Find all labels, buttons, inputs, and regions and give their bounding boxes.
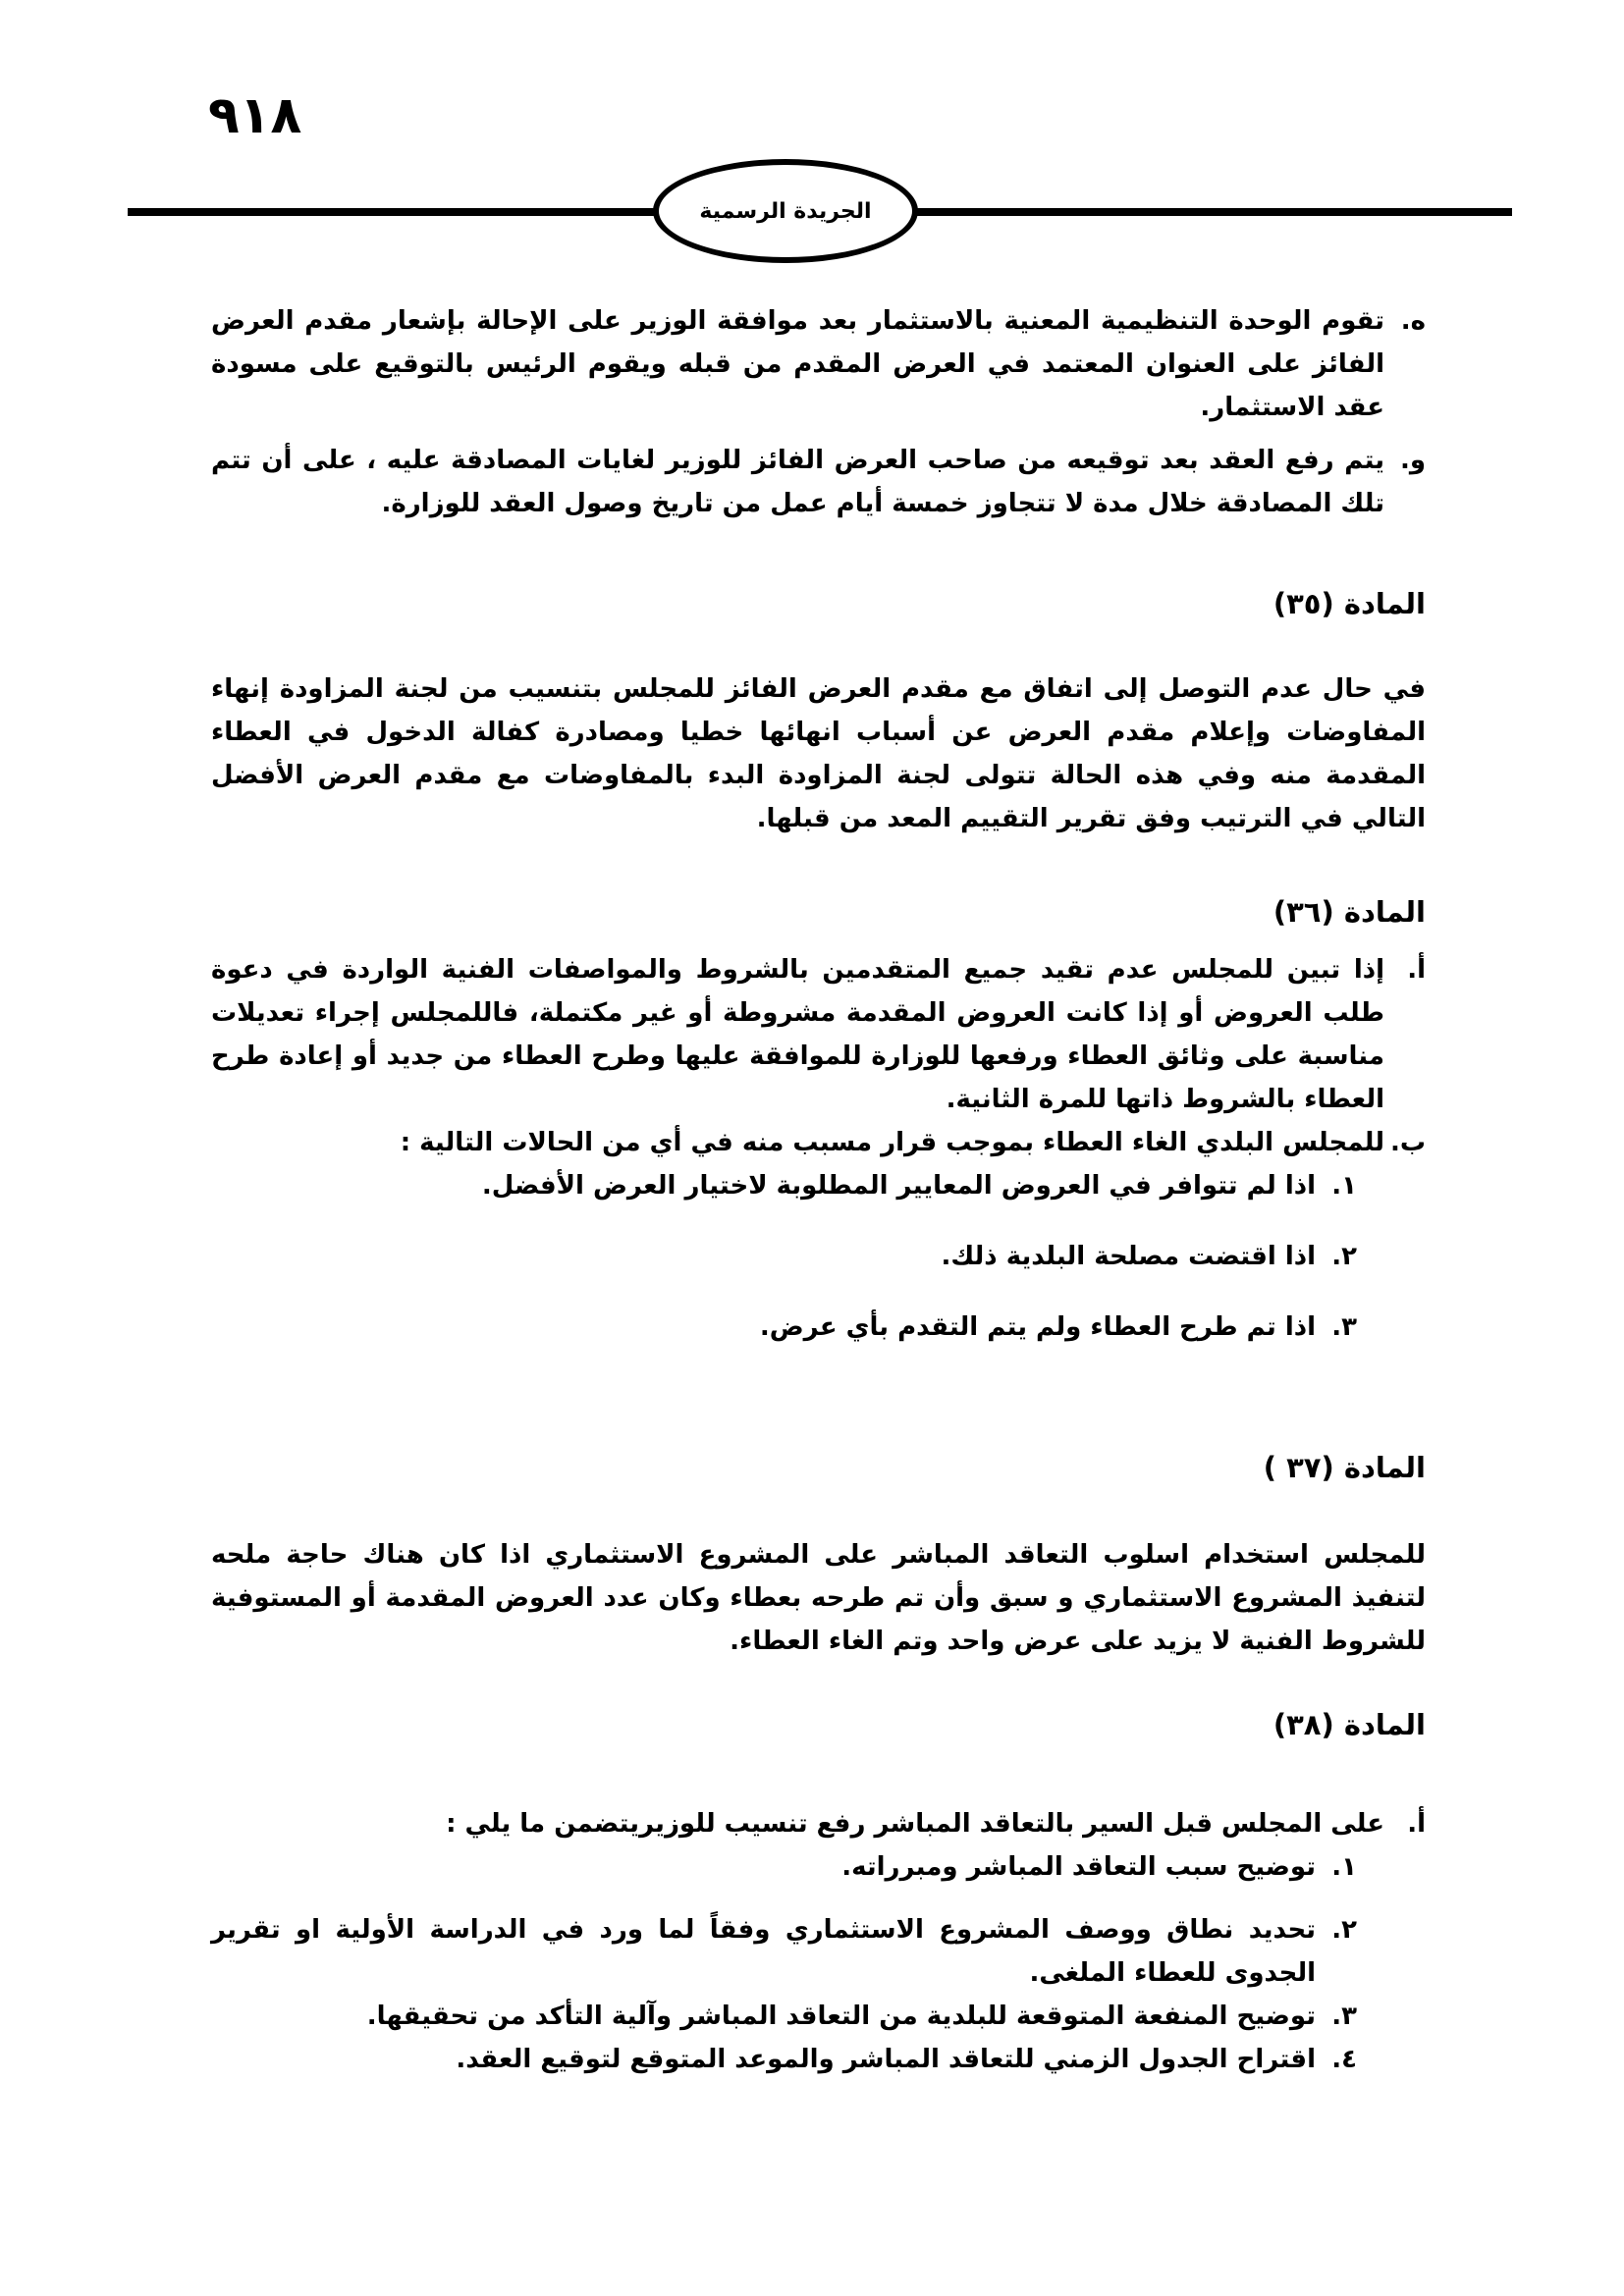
item-marker: أ. <box>1407 955 1426 985</box>
article-38-heading: المادة (٣٨) <box>1272 1708 1426 1741</box>
article-35-text: في حال عدم التوصل إلى اتفاق مع مقدم العرض الفائز للمجلس بتنسيب من لجنة المزاودة إنهاء المفاوضات وإعلام مقدم العرض عن أسباب انهائها خطيا ومصادرة كفالة الدخول في العطاء المقدمة منه وفي هذه الحالة تتولى لجنة المزاودة البدء بالمفاوضات مع مقدم العرض الأفضل التالي في الترتيب وفق تقرير التقييم المعد من قبلها. <box>211 674 1426 833</box>
item-text: تقوم الوحدة التنظيمية المعنية بالاستثمار بعد موافقة الوزير على الإحالة بإشعار مقدم العرض الفائز على العنوان المعتمد في العرض المقدم من قبله ويقوم الرئيس بالتوقيع على مسودة عقد الاستثمار. <box>211 306 1384 422</box>
header-rule-right <box>913 208 1512 216</box>
article-36-body <box>211 948 1426 1349</box>
item-text: على المجلس قبل السير بالتعاقد المباشر رفع تنسيب للوزيريتضمن ما يلي : <box>446 1809 1384 1839</box>
item-marker: ه. <box>1400 306 1426 336</box>
list-item <box>211 1802 1426 1845</box>
list-item <box>211 1235 1357 1278</box>
list-item <box>211 1845 1357 1889</box>
list-item <box>211 1164 1357 1207</box>
item-text: إذا تبين للمجلس عدم تقيد جميع المتقدمين بالشروط والمواصفات الفنية الواردة في دعوة طلب العروض أو إذا كانت العروض المقدمة مشروطة أو غير مكتملة، فاللمجلس إجراء تعديلات مناسبة على وثائق العطاء ورفعها للوزارة للموافقة عليها وطرح العطاء من جديد أو إعادة طرح العطاء بالشروط ذاتها للمرة الثانية. <box>211 955 1384 1114</box>
journal-title-oval <box>653 159 918 263</box>
item-text: تحديد نطاق ووصف المشروع الاستثماري وفقاً لما ورد في الدراسة الأولية او تقرير الجدوى للعطاء الملغى. <box>211 1915 1316 1988</box>
article-37-heading: المادة (٣٧ ) <box>1263 1451 1426 1484</box>
item-marker: ٣. <box>1331 2002 1357 2031</box>
item-marker: ب. <box>1389 1128 1426 1157</box>
item-text: يتم رفع العقد بعد توقيعه من صاحب العرض الفائز للوزير لغايات المصادقة عليه ، على أن تتم تلك المصادقة خلال مدة لا تتجاوز خمسة أيام عمل من تاريخ وصول العقد للوزارة. <box>211 446 1384 518</box>
page-number: ٩١٨ <box>208 86 302 145</box>
item-marker: ١. <box>1331 1852 1357 1882</box>
journal-title: الجريدة الرسمية <box>699 198 872 224</box>
list-item <box>211 1995 1357 2038</box>
header-rule-left <box>128 208 658 216</box>
article-36-heading: المادة (٣٦) <box>1272 895 1426 929</box>
item-text: اقتراح الجدول الزمني للتعاقد المباشر والموعد المتوقع لتوقيع العقد. <box>456 2045 1316 2074</box>
item-marker: ١. <box>1331 1171 1357 1201</box>
item-text: للمجلس البلدي الغاء العطاء بموجب قرار مسبب منه في أي من الحالات التالية : <box>400 1128 1384 1157</box>
list-item <box>211 948 1426 1121</box>
list-item <box>211 1908 1357 1995</box>
item-text: اذا تم طرح العطاء ولم يتم التقدم بأي عرض. <box>759 1312 1316 1342</box>
article-35-heading: المادة (٣٥) <box>1272 587 1426 620</box>
article-38-body <box>211 1802 1426 2081</box>
item-marker: ٢. <box>1331 1242 1357 1271</box>
item-marker: ٣. <box>1331 1312 1357 1342</box>
item-marker: ٤. <box>1331 2045 1357 2074</box>
article-37-text: للمجلس استخدام اسلوب التعاقد المباشر على المشروع الاستثماري اذا كان هناك حاجة ملحه لتنفيذ المشروع الاستثماري و سبق وأن تم طرحه بعطاء وكان عدد العروض المقدمة أو المستوفية للشروط الفنية لا يزيد على عرض واحد وتم الغاء العطاء. <box>211 1540 1426 1656</box>
item-text: توضيح المنفعة المتوقعة للبلدية من التعاقد المباشر وآلية التأكد من تحقيقها. <box>366 2002 1316 2031</box>
list-item <box>211 1306 1357 1349</box>
block-items-h-w <box>211 299 1426 525</box>
list-item <box>211 439 1426 525</box>
item-text: اذا اقتضت مصلحة البلدية ذلك. <box>941 1242 1316 1271</box>
item-text: توضيح سبب التعاقد المباشر ومبرراته. <box>841 1852 1316 1882</box>
item-marker: أ. <box>1407 1809 1426 1839</box>
list-item <box>211 2038 1357 2081</box>
item-text: اذا لم تتوافر في العروض المعايير المطلوبة لاختيار العرض الأفضل. <box>481 1171 1316 1201</box>
item-marker: ٢. <box>1331 1915 1357 1945</box>
list-item <box>211 299 1426 429</box>
item-marker: و. <box>1399 446 1426 475</box>
list-item <box>211 1121 1426 1164</box>
